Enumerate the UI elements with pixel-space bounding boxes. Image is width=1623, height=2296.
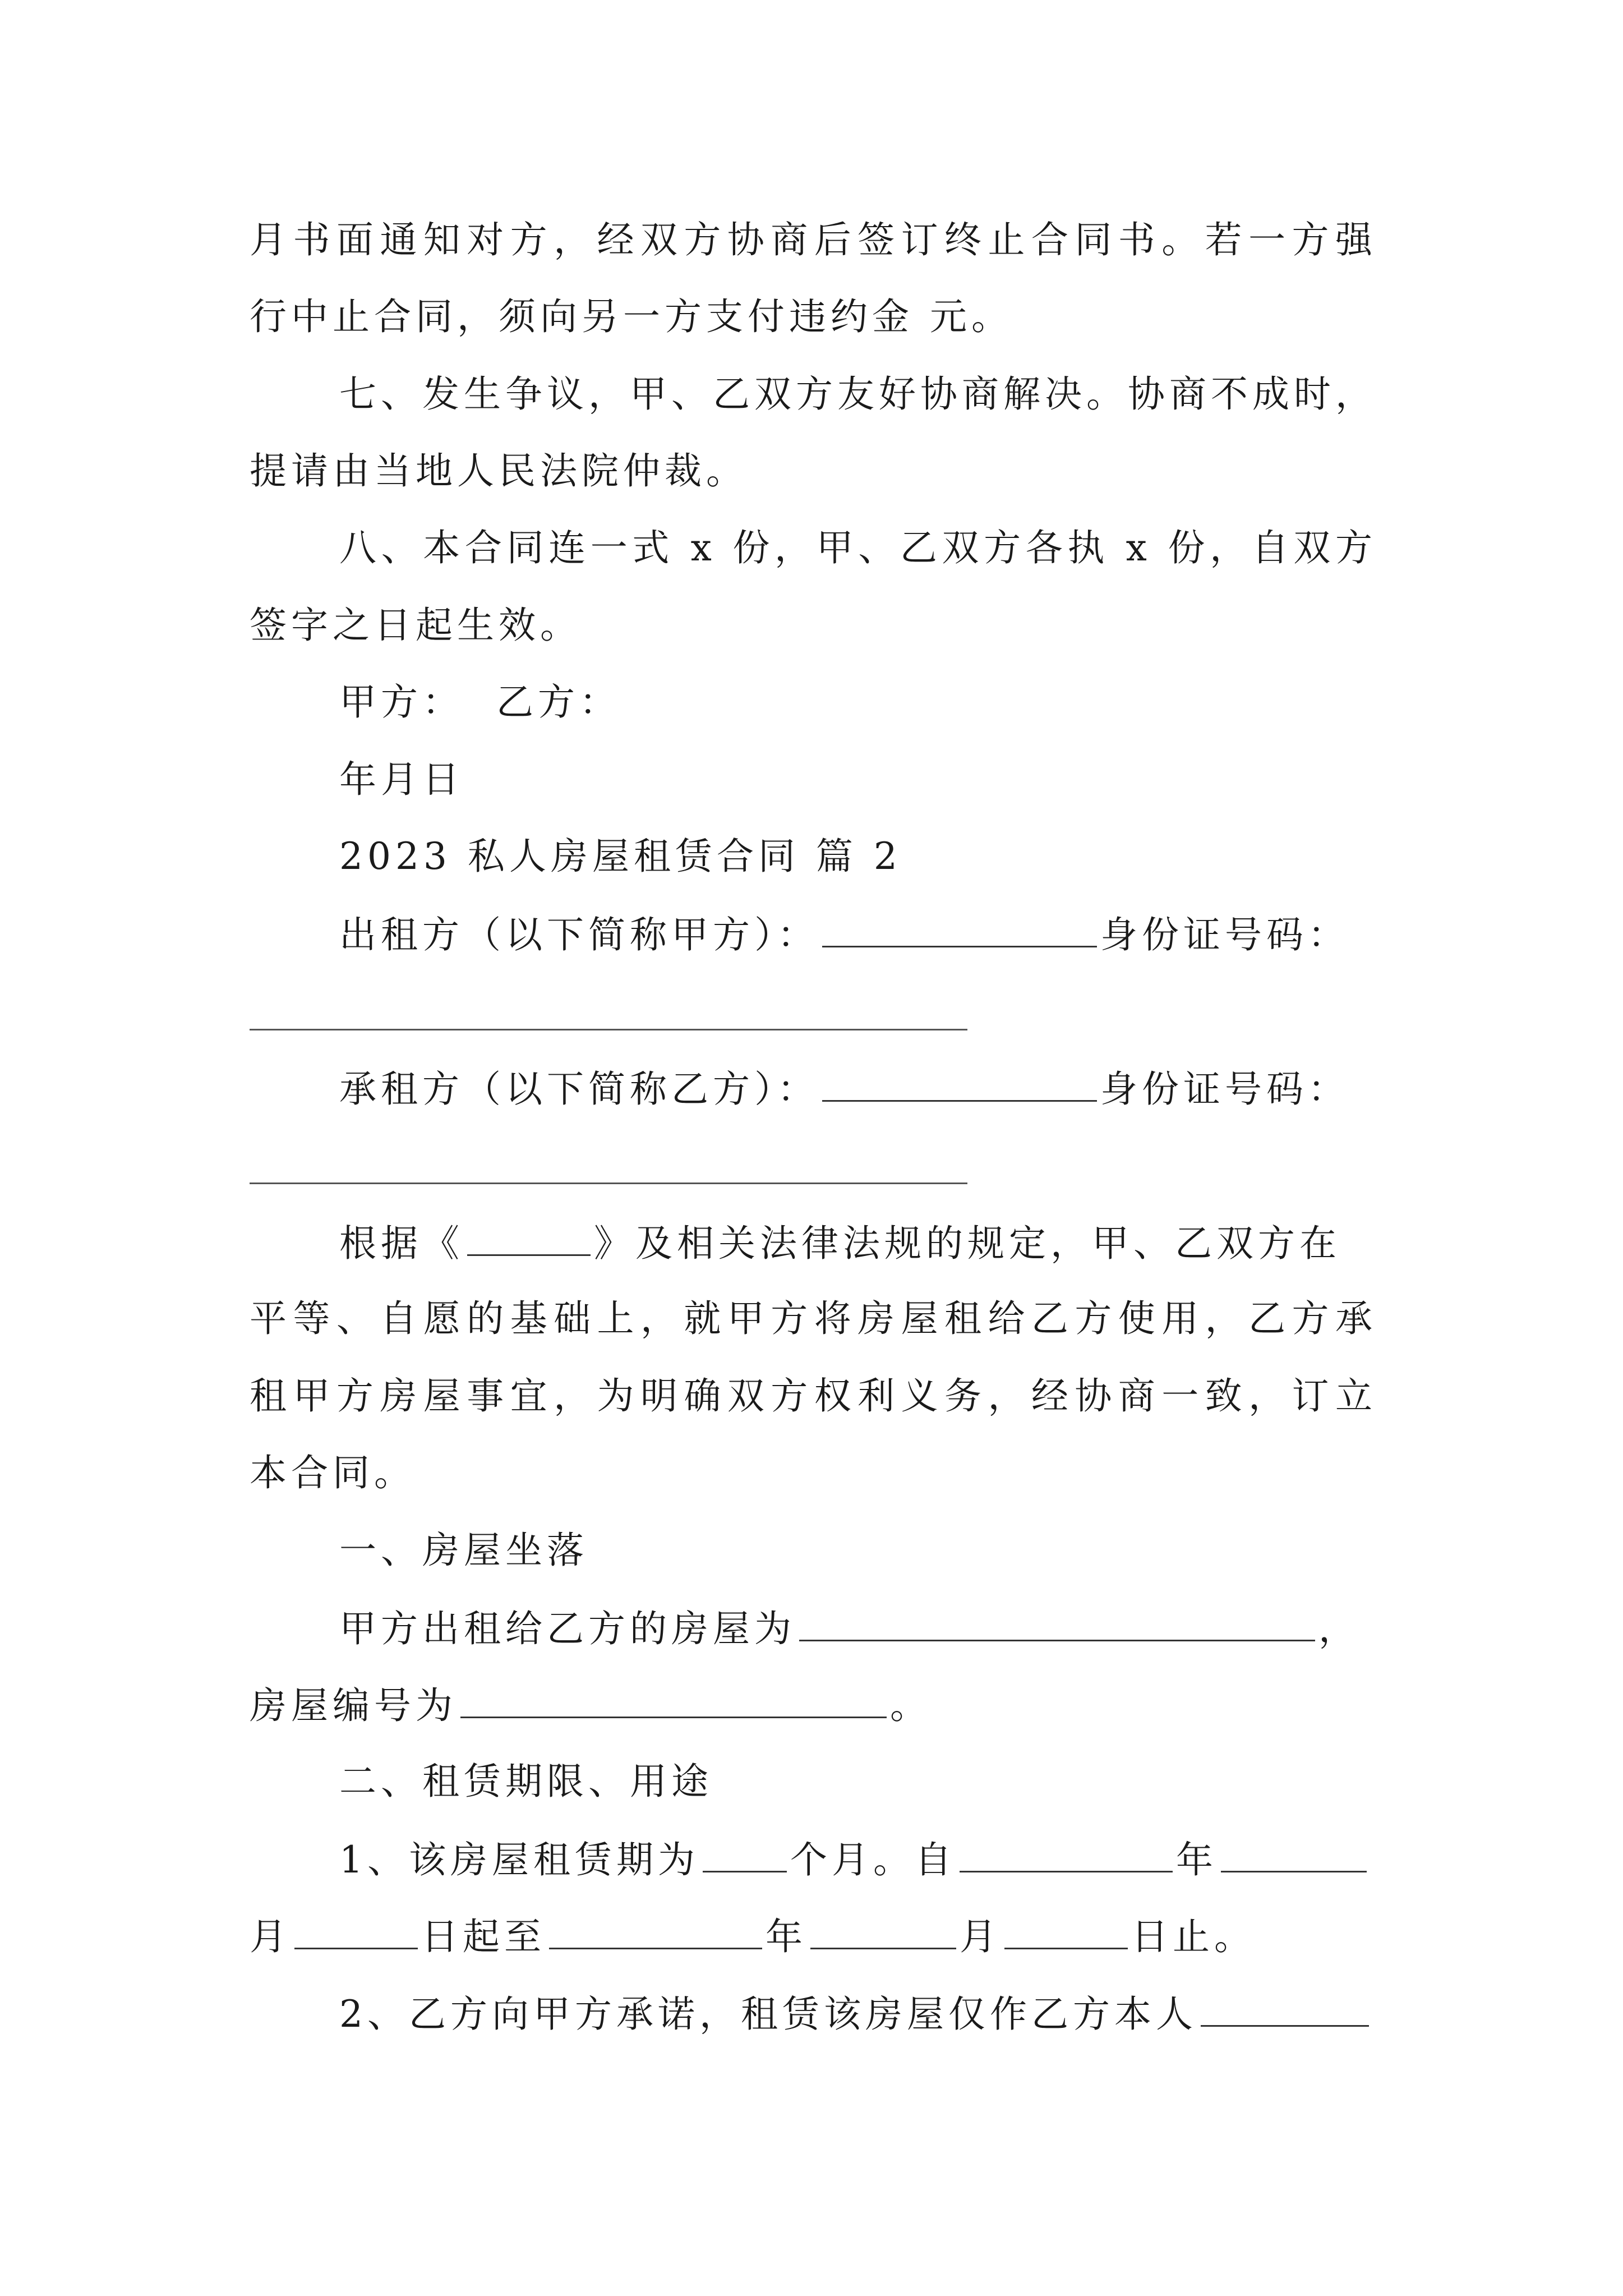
paragraph-line: 租甲方房屋事宜，为明确双方权利义务，经协商一致，订立 bbox=[250, 1374, 1377, 1418]
lessee-line bbox=[339, 1065, 1349, 1112]
heading-location: 一、房屋坐落 bbox=[339, 1529, 588, 1572]
location-label: 甲方出租给乙方的房屋为 bbox=[339, 1607, 796, 1650]
lessor-line bbox=[339, 911, 1349, 958]
term-text: 日止。 bbox=[1131, 1915, 1256, 1958]
start-month-blank bbox=[1221, 1836, 1367, 1872]
start-day-blank bbox=[294, 1913, 418, 1949]
lessor-id-label: 身份证号码： bbox=[1100, 913, 1349, 956]
paragraph-line: 行中止合同，须向另一方支付违约金 元。 bbox=[250, 295, 1013, 338]
end-year-blank bbox=[549, 1913, 762, 1949]
start-year-blank bbox=[960, 1836, 1173, 1872]
use-line bbox=[339, 1990, 1372, 2037]
paragraph-line: 月书面通知对方，经双方协商后签订终止合同书。若一方强 bbox=[250, 218, 1377, 261]
lessee-label: 承租方（以下简称乙方）： bbox=[339, 1068, 819, 1111]
use-blank bbox=[1201, 1990, 1369, 2027]
end-month-blank bbox=[810, 1913, 956, 1949]
term-line bbox=[339, 1836, 1370, 1883]
comma: ， bbox=[1318, 1607, 1360, 1650]
paragraph-line: 提请由当地人民法院仲裁。 bbox=[250, 449, 748, 493]
lessee-id-blank bbox=[250, 1182, 967, 1184]
clause-7: 七、发生争议，甲、乙双方友好协商解决。协商不成时， bbox=[339, 372, 1377, 416]
preamble-text: 》及相关法律法规的规定，甲、乙双方在 bbox=[594, 1222, 1341, 1265]
signature-date: 年月日 bbox=[339, 758, 464, 801]
preamble-text: 根据《 bbox=[339, 1222, 464, 1265]
lessor-label: 出租方（以下简称甲方）： bbox=[339, 913, 819, 956]
end-day-blank bbox=[1004, 1913, 1128, 1949]
lessor-id-blank bbox=[250, 1029, 967, 1030]
heading-term-use: 二、租赁期限、用途 bbox=[339, 1760, 713, 1803]
house-number-label: 房屋编号为 bbox=[250, 1684, 457, 1727]
location-line bbox=[339, 1605, 1360, 1651]
lessee-id-label: 身份证号码： bbox=[1100, 1068, 1349, 1111]
paragraph-line: 本合同。 bbox=[250, 1451, 416, 1494]
signature-parties: 甲方： 乙方： bbox=[339, 680, 621, 724]
year-label: 年 bbox=[1176, 1838, 1218, 1881]
months-blank bbox=[703, 1836, 787, 1872]
paragraph-line: 签字之日起生效。 bbox=[250, 604, 582, 647]
year-label: 年 bbox=[766, 1915, 807, 1958]
house-number-line bbox=[250, 1682, 932, 1728]
law-name-blank bbox=[467, 1220, 591, 1256]
term-text: 日起至 bbox=[421, 1915, 546, 1958]
paragraph-line: 平等、自愿的基础上，就甲方将房屋租给乙方使用，乙方承 bbox=[250, 1297, 1377, 1340]
section-title: 2023 私人房屋租赁合同 篇 2 bbox=[339, 835, 902, 878]
term-line-2 bbox=[250, 1913, 1256, 1959]
house-number-blank bbox=[460, 1682, 887, 1718]
term-text: 个月。自 bbox=[790, 1838, 956, 1881]
lessee-name-blank bbox=[822, 1065, 1097, 1102]
period: 。 bbox=[890, 1684, 932, 1727]
month-label: 月 bbox=[250, 1915, 291, 1958]
address-blank bbox=[799, 1605, 1315, 1641]
month-label: 月 bbox=[960, 1915, 1001, 1958]
term-label: 1、该房屋租赁期为 bbox=[339, 1838, 699, 1881]
preamble-line bbox=[339, 1220, 1341, 1266]
lessor-name-blank bbox=[822, 911, 1097, 947]
clause-8: 八、本合同连一式 x 份，甲、乙双方各执 x 份，自双方 bbox=[339, 526, 1377, 569]
use-label: 2、乙方向甲方承诺，租赁该房屋仅作乙方本人 bbox=[339, 1993, 1197, 2036]
